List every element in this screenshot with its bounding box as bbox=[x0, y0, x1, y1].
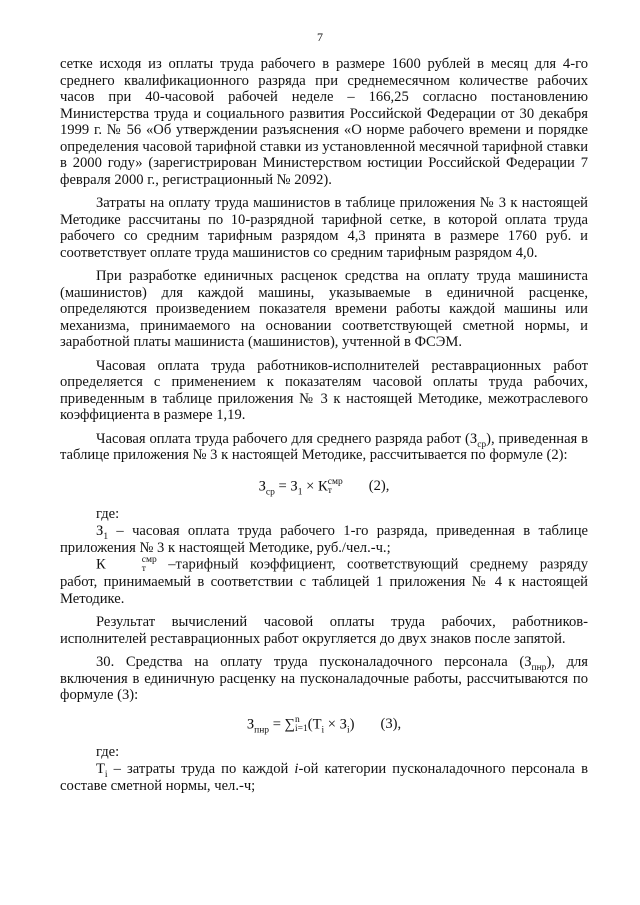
paragraph-6: Результат вычислений часовой оплаты труда рабочих, работников-исполнителей реставрационных работ округляется до двух знаков после запятой. bbox=[60, 614, 588, 647]
paragraph-3: При разработке единичных расценок средства на оплату труда машиниста (машинистов) для каждой машины, указываемые в единичной расценке, определяются произведением показателя времени работы каждой машины или механизма, принимаемого на основании соответствующей сметной нормы, и заработной платы машиниста (машинистов), учтенной в ФСЭМ. bbox=[60, 268, 588, 350]
definition-z1: $З_1$ – часовая оплата труда рабочего 1-го разряда, приведенная в таблице приложения № 3 к настоящей Методике, руб./чел.-ч.; bbox=[60, 523, 588, 556]
paragraph-1: сетке исходя из оплаты труда рабочего в размере 1600 рублей в месяц для 4-го среднего квалификационного разряда при среднемесячном количестве рабочих часов при 40-часовой рабочей неделе – 166,25 согласно постановлению Министерства труда и социального развития Российской Федерации от 30 декабря 1999 г. № 56 «Об утверждении разъяснения «О норме рабочего времени и порядке определения часовой тарифной ставки из установленной месячной тарифной ставки в 2000 году» (зарегистрирован Министерством юстиции Российской Федерации 7 февраля 2000 г., регистрационный № 2092). bbox=[60, 56, 588, 188]
formula-2: $З_{ср} = З_1 \times К$ смр т (2), bbox=[258, 476, 390, 497]
document-body bbox=[60, 56, 588, 794]
formula-3-number: (3), bbox=[380, 715, 402, 732]
paragraph-2: Затраты на оплату труда машинистов в таблице приложения № 3 к настоящей Методике рассчитаны по 10-разрядной тарифной сетке, в которой оплата труда рабочего со средним тарифным разрядом 4,3 принята в размере 1760 руб. и соответствует оплате труда машинистов со средним тарифным разрядом 4,0. bbox=[60, 195, 588, 261]
where-label-2: где: bbox=[96, 505, 120, 522]
page-number: 7 bbox=[317, 30, 323, 44]
paragraph-7: 30. Средства на оплату труда пусконаладочного персонала $(З_{пнр})$, для включения в единичную расценку на пусконаладочные работы, рассчитываются по формуле (3): bbox=[60, 654, 589, 703]
formula-3: $З_{пнр}$ = ∑ n i=1 $(Т_i \times З_i)$ (3), bbox=[246, 714, 402, 735]
definition-t: $Т_i$ – затраты труда по каждой i-ой категории пусконаладочного персонала в составе сметной нормы, чел.-ч; bbox=[60, 761, 588, 794]
definition-k: К смр т –тарифный коэффициент, соответствующий среднему разряду работ, принимаемый в соответствии с таблицей 1 приложения № 4 к настоящей Методике. bbox=[60, 555, 588, 607]
paragraph-5: Часовая оплата труда рабочего для среднего разряда работ $(З_{ср})$, приведенная в таблице приложения № 3 к настоящей Методике, рассчитывается по формуле (2): bbox=[60, 430, 588, 463]
paragraph-4: Часовая оплата труда работников-исполнителей реставрационных работ определяется с применением к показателям часовой оплаты труда рабочих, приведенным в таблице приложения № 3 к настоящей Методике, межотраслевого коэффициента в размере 1,19. bbox=[60, 357, 588, 423]
where-label-3: где: bbox=[96, 743, 120, 760]
formula-2-number: (2), bbox=[368, 477, 390, 494]
